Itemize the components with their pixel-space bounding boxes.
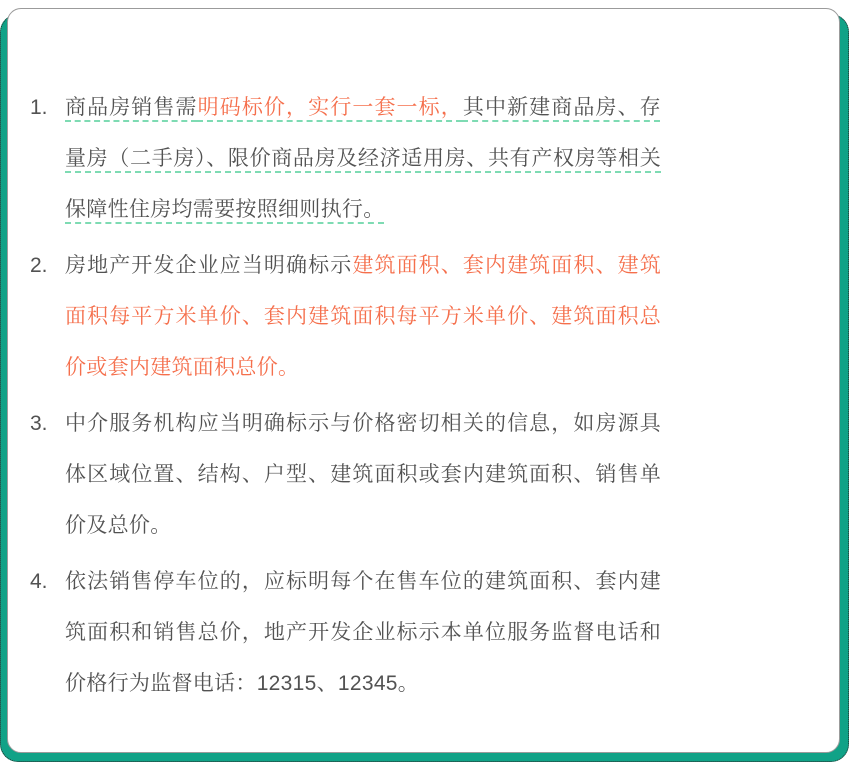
regulation-list [8, 9, 839, 709]
highlighted-text-segment: 建筑面积、套内建筑面积、建筑面积每平方米单价、套内建筑面积每平方米单价、建筑面积总价或套内建筑面积总价。 [65, 254, 662, 379]
list-item [30, 240, 839, 393]
item-number: 1. [30, 96, 48, 119]
item-number: 2. [30, 254, 48, 277]
text-segment: 其中新建商品房、存量房（二手房）、限价商品房及经济适用房、共有产权房等相关保障性住房均需要按照细则执行。 [65, 96, 661, 221]
item-text [65, 556, 661, 709]
item-text [65, 398, 661, 551]
highlighted-text-segment: 明码标价，实行一套一标， [197, 96, 463, 119]
text-segment: 依法销售停车位的，应标明每个在售车位的建筑面积、套内建筑面积和销售总价，地产开发企业标示本单位服务监督电话和价格行为监督电话：12315、12345。 [65, 570, 661, 695]
item-text [65, 82, 661, 235]
text-segment: 房地产开发企业应当明确标示 [65, 254, 353, 277]
list-item [30, 556, 839, 709]
list-item [30, 82, 839, 235]
text-segment: 中介服务机构应当明确标示与价格密切相关的信息，如房源具体区域位置、结构、户型、建筑面积或套内建筑面积、销售单价及总价。 [65, 412, 661, 537]
item-number: 3. [30, 412, 48, 435]
list-item [30, 398, 839, 551]
item-text [65, 240, 661, 393]
item-number: 4. [30, 570, 48, 593]
content-card [7, 8, 840, 753]
text-segment: 商品房销售需 [65, 96, 198, 119]
